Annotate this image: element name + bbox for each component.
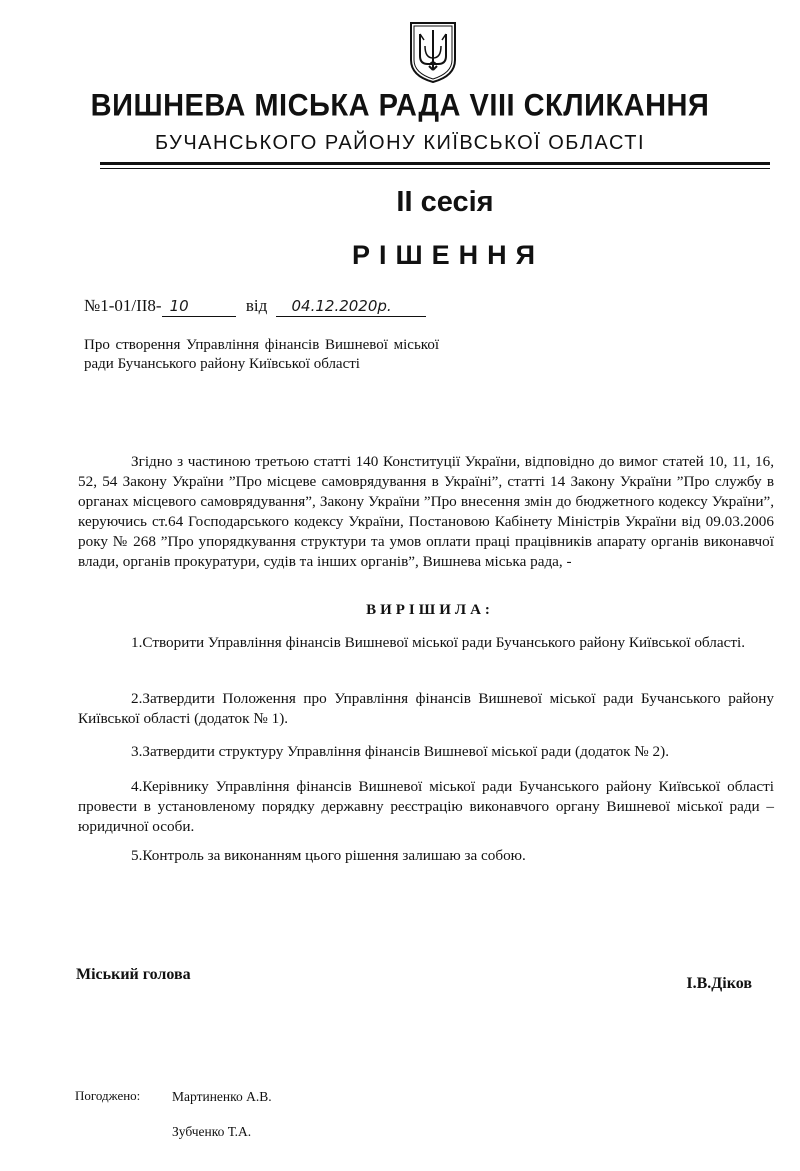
- decision-item-4: 4.Керівнику Управління фінансів Вишневої міської ради Бучанського району Київської області провести в установленому порядку державну реєстрацію виконавчого органу Вишневої міської ради – юридичної особи.: [78, 778, 774, 835]
- decision-item-1: 1.Створити Управління фінансів Вишневої міської ради Бучанського району Київської області.: [131, 634, 745, 651]
- document-number-handwritten: 10: [169, 297, 189, 315]
- preamble-paragraph: Згідно з частиною третьою статті 140 Конституції України, відповідно до вимог статей 10, 11, 16, 52, 54 Закону України ”Про місцеве самоврядування в Україні”, статті 14 Закону України ”Про службу в органах місцевого самоврядування”, Закону України ”Про внесення змін до бюджетного кодексу України”, керуючись ст.64 Господарського кодексу України, Постановою Кабінету Міністрів України від 09.03.2006 року № 268 ”Про упорядкування структури та умов оплати праці працівників апарату органів виконавчої влади, органів прокуратури, судів та інших органів”, Вишнева міська рада, -: [78, 453, 774, 570]
- signatory-name: І.В.Діков: [686, 975, 752, 992]
- decision-subject: Про створення Управління фінансів Вишневої міської ради Бучанського району Київської області: [84, 337, 439, 372]
- document-number-prefix: №1-01/ІІ8-: [84, 296, 162, 315]
- document-number-blank: [162, 296, 236, 317]
- document-type-heading: РІШЕННЯ: [351, 240, 545, 270]
- approver-name-2: Зубченко Т.А.: [172, 1124, 252, 1139]
- session-title: ІІ сесія: [396, 186, 494, 218]
- signatory-title: Міський голова: [76, 966, 191, 983]
- approval-label: Погоджено:: [75, 1088, 141, 1103]
- trident-coat-of-arms-icon: [408, 20, 458, 84]
- council-subtitle: БУЧАНСЬКОГО РАЙОНУ КИЇВСЬКОЇ ОБЛАСТІ: [154, 132, 645, 154]
- decision-item-5: 5.Контроль за виконанням цього рішення залишаю за собою.: [131, 847, 526, 864]
- document-number-line: [84, 296, 426, 317]
- approver-name-1: Мартиненко А.В.: [172, 1089, 272, 1104]
- header-divider-thin: [100, 168, 770, 169]
- resolved-heading: ВИРІШИЛА:: [366, 602, 494, 618]
- council-title: ВИШНЕВА МІСЬКА РАДА VIII СКЛИКАННЯ: [90, 88, 710, 124]
- date-handwritten: 04.12.2020р.: [291, 297, 392, 315]
- decision-item-3: 3.Затвердити структуру Управління фінансів Вишневої міської ради (додаток № 2).: [131, 743, 669, 760]
- decision-item-2: 2.Затвердити Положення про Управління фінансів Вишневої міської ради Бучанського району Київської області (додаток № 1).: [78, 690, 774, 727]
- date-label: від: [245, 296, 268, 315]
- date-blank: [276, 296, 426, 317]
- header-divider: [100, 162, 770, 165]
